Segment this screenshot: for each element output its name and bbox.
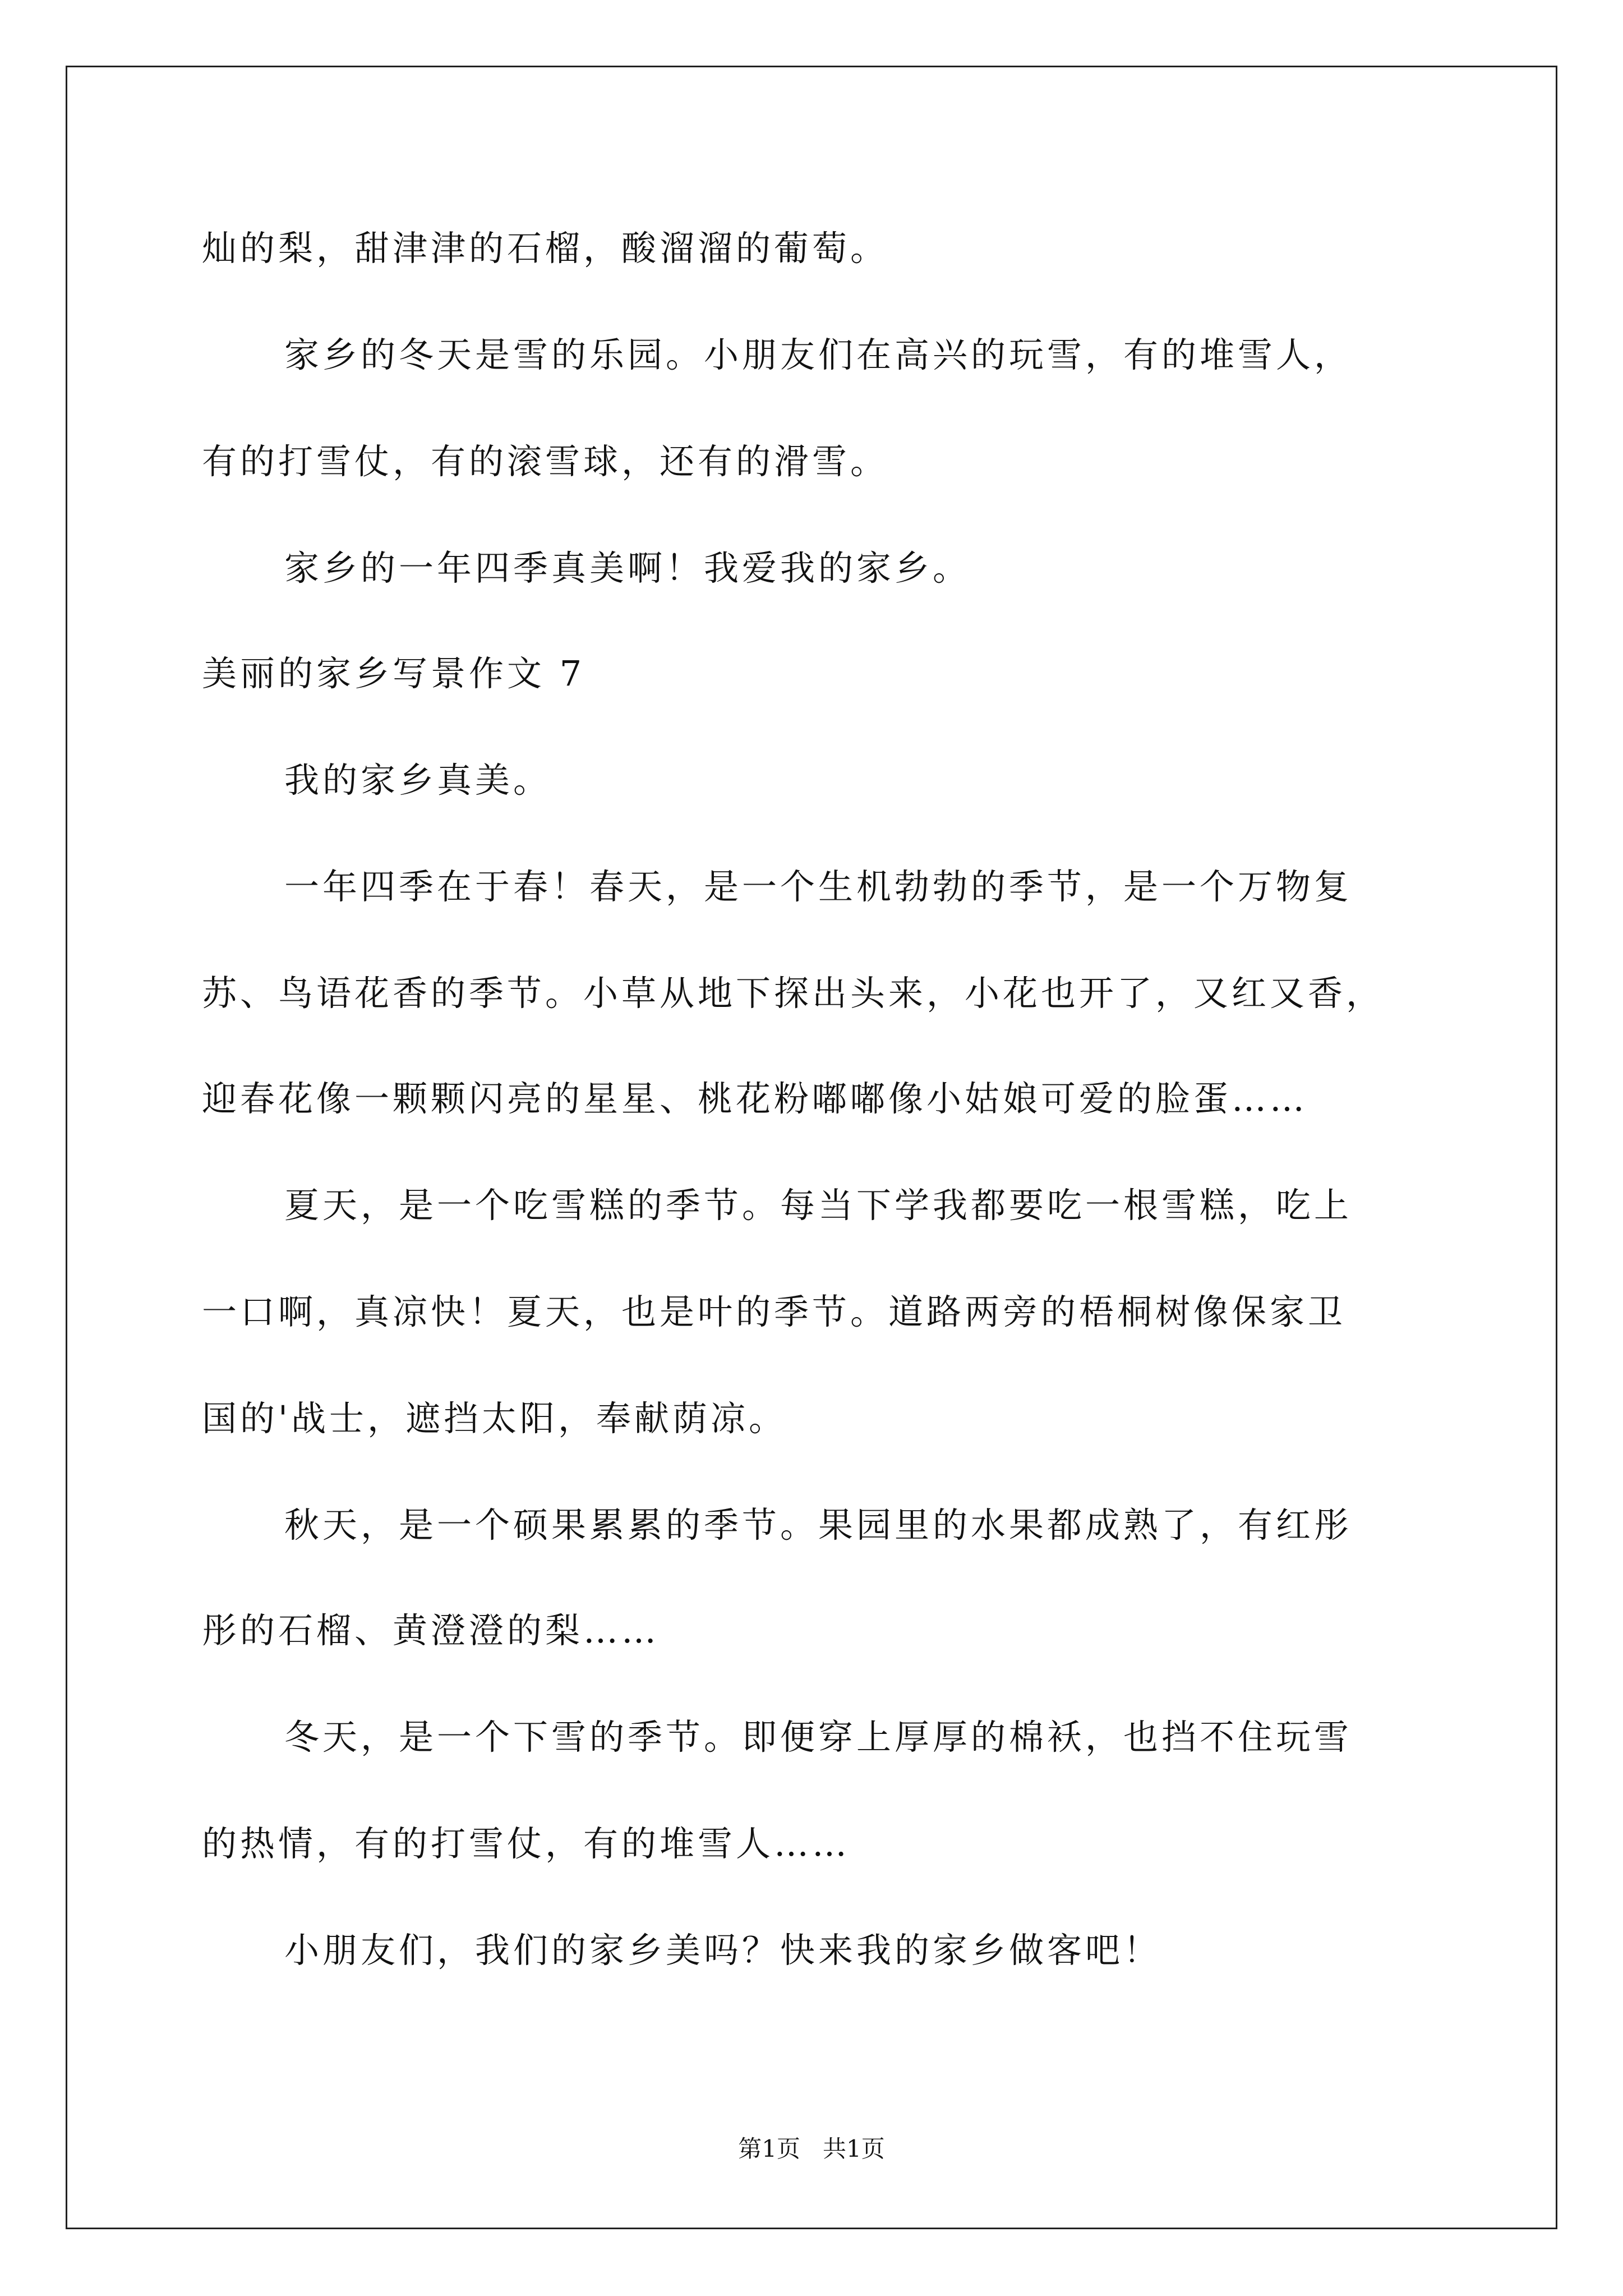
paragraph-line: 一年四季在于春！春天，是一个生机勃勃的季节，是一个万物复: [284, 866, 1353, 907]
body-line: 彤的石榴、黄澄澄的梨……: [202, 1610, 660, 1651]
paragraph-line: 我的家乡真美。: [284, 760, 552, 800]
paragraph-line: 夏天，是一个吃雪糕的季节。每当下学我都要吃一根雪糕，吃上: [284, 1185, 1353, 1226]
body-line: 一口啊，真凉快！夏天，也是叶的季节。道路两旁的梧桐树像保家卫: [202, 1291, 1347, 1332]
body-line: 苏、鸟语花香的季节。小草从地下探出头来，小花也开了，又红又香，: [202, 973, 1385, 1014]
paragraph-line: 小朋友们，我们的家乡美吗？快来我的家乡做客吧！: [284, 1930, 1162, 1971]
body-line: 有的打雪仗，有的滚雪球，还有的滑雪。: [202, 441, 889, 482]
paragraph-line: 秋天，是一个硕果累累的季节。果园里的水果都成熟了，有红彤: [284, 1504, 1353, 1545]
page-number-footer: 第1页 共1页: [738, 2135, 885, 2162]
paragraph-line: 冬天，是一个下雪的季节。即便穿上厚厚的棉袄，也挡不住玩雪: [284, 1717, 1353, 1757]
body-line: 灿的梨，甜津津的石榴，酸溜溜的葡萄。: [202, 228, 889, 269]
section-heading: 美丽的家乡写景作文 7: [202, 653, 585, 694]
page-border: [66, 66, 1557, 2229]
paragraph-line: 家乡的一年四季真美啊！我爱我的家乡。: [284, 547, 971, 588]
body-line: 迎春花像一颗颗闪亮的星星、桃花粉嘟嘟像小姑娘可爱的脸蛋……: [202, 1078, 1308, 1119]
body-line: 的热情，有的打雪仗，有的堆雪人……: [202, 1823, 851, 1864]
body-line: 国的'战士，遮挡太阳，奉献荫凉。: [202, 1398, 787, 1439]
paragraph-line: 家乡的冬天是雪的乐园。小朋友们在高兴的玩雪，有的堆雪人，: [284, 334, 1353, 375]
